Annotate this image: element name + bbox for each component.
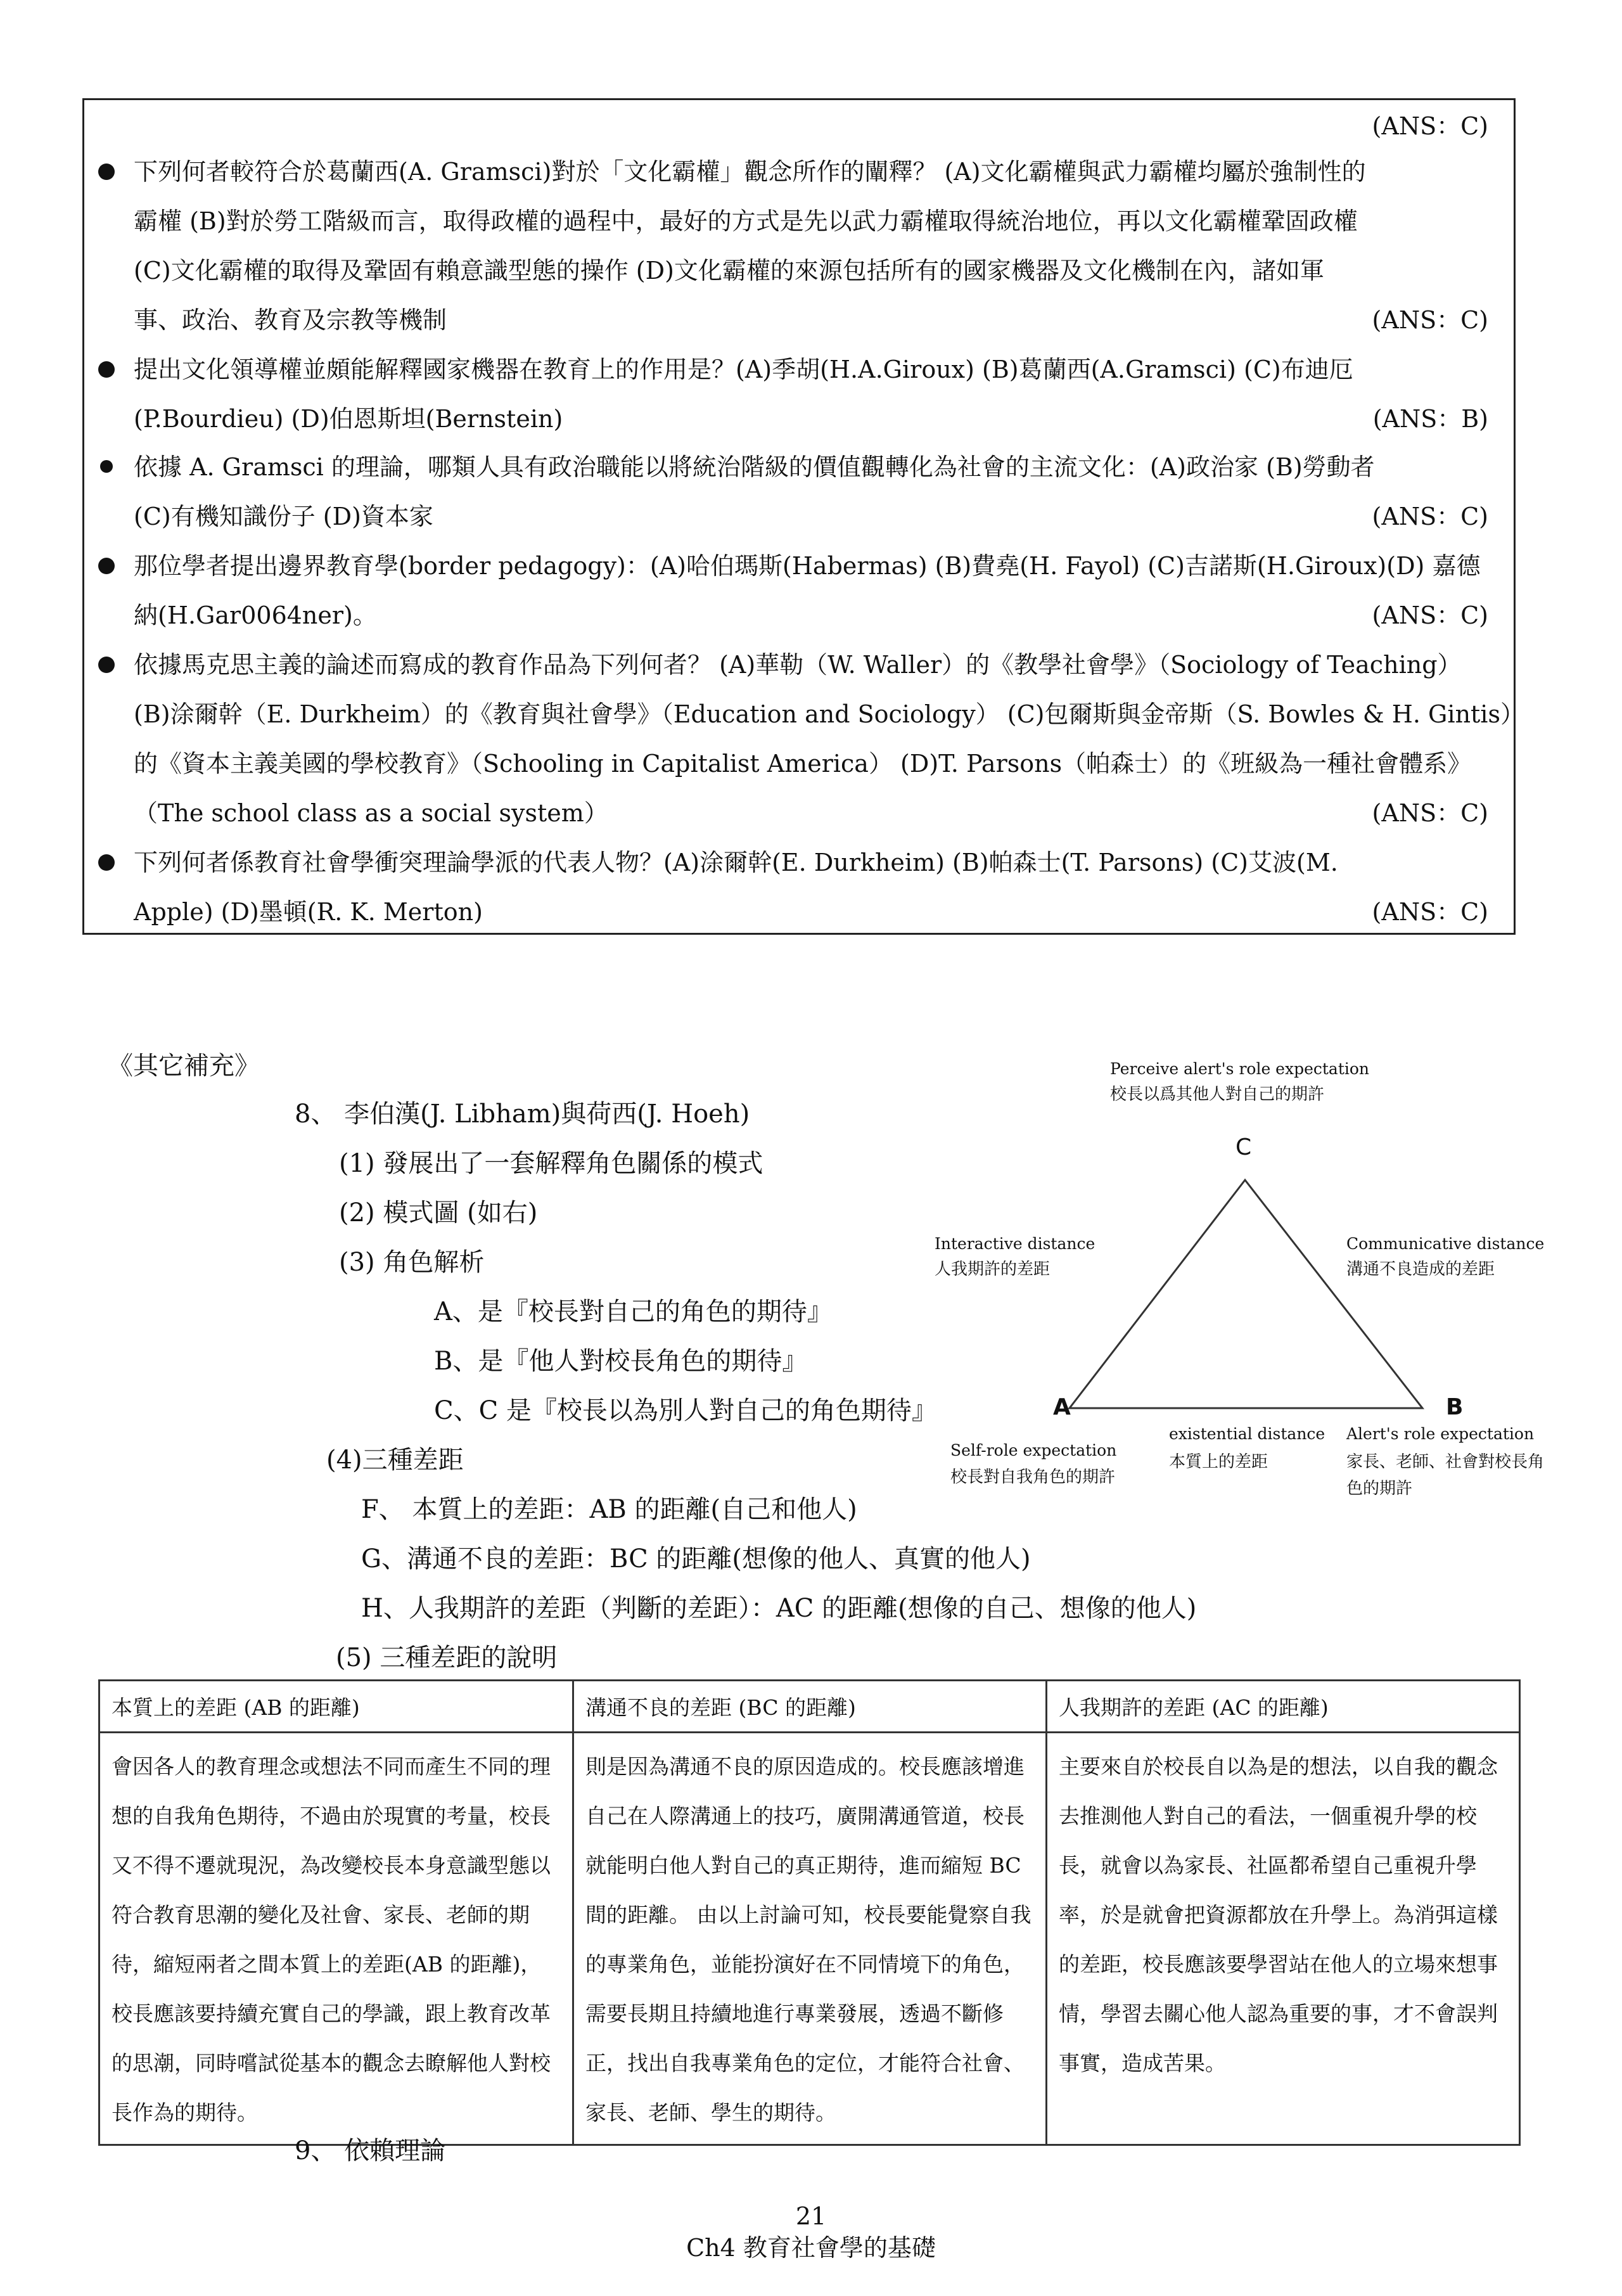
q5-line1: 依據馬克思主義的論述而寫成的教育作品為下列何者？ (A)華勒（W. Waller）的《教學社會學》（Sociology of Teaching）	[134, 651, 1462, 679]
table-header-ab: 本質上的差距 (AB 的距離)	[99, 1681, 573, 1733]
page-number: 21	[795, 2202, 827, 2230]
right-label-en: Communicative distance	[1346, 1235, 1545, 1253]
q1-answer: (ANS：C)	[1372, 306, 1488, 334]
table-cell-ab: 會因各人的教育理念或想法不同而產生不同的理想的自我角色期待，不過由於現實的考量，校長又不得不遷就現況，為改變校長本身意識型態以符合教育思潮的變化及社會、家長、老師的期待，縮短兩者之間本質上的差距(AB 的距離)，校長應該要持續充實自己的學識，跟上教育改革的思潮，同時嚐試從基本的觀念去瞭解他人對校長作為的期待。	[99, 1733, 573, 2145]
supplement-heading: 《其它補充》	[108, 1051, 260, 1081]
q4-answer: (ANS：C)	[1372, 601, 1488, 629]
bullet-icon	[98, 854, 115, 871]
item-8: 8、 李伯漢(J. Libham)與荷西(J. Hoeh)	[295, 1100, 750, 1129]
table-cell-bc: 則是因為溝通不良的原因造成的。校長應該增進自己在人際溝通上的技巧，廣開溝通管道，校長就能明白他人對自己的真正期待，進而縮短 BC 間的距離。 由以上討論可知，校長要能覺察自我的專業角色，並能扮演好在不同情境下的角色，需要長期且持續地進行專業發展，透過不斷修正，找出自我專業角色的定位，才能符合社會、家長、老師、學生的期待。	[573, 1733, 1047, 2145]
right-label-zh: 溝通不良造成的差距	[1346, 1260, 1495, 1279]
q2-line2: (P.Bourdieu) (D)伯恩斯坦(Bernstein)	[134, 405, 563, 433]
table-row	[99, 1733, 1520, 2145]
q6-line1: 下列何者係教育社會學衝突理論學派的代表人物？(A)涂爾幹(E. Durkheim) (B)帕森士(T. Parsons) (C)艾波(M.	[134, 849, 1338, 876]
vertex-b: B	[1446, 1394, 1464, 1420]
q4-line1: 那位學者提出邊界教育學(border pedagogy)：(A)哈伯瑪斯(Habermas) (B)費堯(H. Fayol) (C)吉諾斯(H.Giroux)(D) 嘉德	[134, 552, 1481, 580]
bottom-left-en: Self-role expectation	[950, 1441, 1117, 1459]
top-label-en: Perceive alert's role expectation	[1110, 1060, 1370, 1078]
q6-line2: Apple) (D)墨頓(R. K. Merton)	[134, 898, 483, 926]
q2-line1: 提出文化領導權並頗能解釋國家機器在教育上的作用是？(A)季胡(H.A.Giroux) (B)葛蘭西(A.Gramsci) (C)布迪厄	[134, 356, 1353, 383]
bottom-right-zh-2: 色的期許	[1346, 1479, 1413, 1498]
sub-3: (3) 角色解析	[339, 1248, 485, 1277]
role-a: A、是『校長對自己的角色的期待』	[434, 1297, 833, 1326]
q1-line1: 下列何者較符合於葛蘭西(A. Gramsci)對於「文化霸權」觀念所作的闡釋？ (A)文化霸權與武力霸權均屬於強制性的	[134, 158, 1366, 186]
table-header-ac: 人我期許的差距 (AC 的距離)	[1047, 1681, 1520, 1733]
role-b: B、是『他人對校長角色的期待』	[434, 1347, 808, 1376]
vertex-a: A	[1053, 1394, 1071, 1420]
q6-answer: (ANS：C)	[1372, 898, 1488, 926]
q5-answer: (ANS：C)	[1372, 799, 1488, 827]
chapter-title: Ch4 教育社會學的基礎	[686, 2234, 936, 2262]
sub-5: (5) 三種差距的說明	[336, 1643, 558, 1672]
table-header-row	[99, 1681, 1520, 1733]
q1-line2: 霸權 (B)對於勞工階級而言，取得政權的過程中，最好的方式是先以武力霸權取得統治地位，再以文化霸權鞏固政權	[134, 207, 1358, 235]
top-label-zh: 校長以爲其他人對自己的期許	[1110, 1085, 1325, 1104]
bullet-icon	[98, 361, 115, 378]
gap-explanation-table	[98, 1679, 1521, 2146]
vertex-c: C	[1236, 1134, 1252, 1160]
q3-line1: 依據 A. Gramsci 的理論，哪類人具有政治職能以將統治階級的價值觀轉化為社會的主流文化：(A)政治家 (B)勞動者	[134, 453, 1375, 481]
q5-line4: （The school class as a social system）	[134, 799, 608, 827]
q5-line2: (B)涂爾幹（E. Durkheim）的《教育與社會學》（Education and Sociology） (C)包爾斯與金帝斯（S. Bowles & H. Gintis）	[134, 700, 1524, 728]
q3-line2: (C)有機知識份子 (D)資本家	[134, 503, 433, 530]
left-label-en: Interactive distance	[935, 1235, 1095, 1253]
table-header-bc: 溝通不良的差距 (BC 的距離)	[573, 1681, 1047, 1733]
table-cell-ac: 主要來自於校長自以為是的想法，以自我的觀念去推測他人對自己的看法，一個重視升學的校長，就會以為家長、社區都希望自己重視升學率，於是就會把資源都放在升學上。為消弭這樣的差距，校長應該要學習站在他人的立場來想事情，學習去關心他人認為重要的事，才不會誤判事實，造成苦果。	[1047, 1733, 1520, 2145]
bullet-icon	[98, 657, 115, 673]
q4-line2: 納(H.Gar0064ner)。	[134, 601, 377, 629]
q1-line4: 事、政治、教育及宗教等機制	[134, 306, 447, 334]
item-9: 9、 依賴理論	[295, 2136, 446, 2165]
bullet-icon	[98, 558, 115, 574]
left-label-zh: 人我期許的差距	[935, 1260, 1050, 1279]
sub-2: (2) 模式圖 (如右)	[339, 1198, 538, 1228]
bullet-icon	[100, 460, 113, 473]
answer-prev: (ANS：C)	[1372, 112, 1488, 140]
bottom-right-en: Alert's role expectation	[1346, 1425, 1535, 1443]
role-c: C、C 是『校長以為別人對自己的角色期待』	[434, 1396, 937, 1425]
bottom-right-zh-1: 家長、老師、社會對校長角	[1346, 1453, 1545, 1472]
bottom-left-zh: 校長對自我角色的期許	[950, 1468, 1116, 1487]
gap-h: H、人我期許的差距（判斷的差距）：AC 的距離(想像的自己、想像的他人)	[361, 1594, 1197, 1623]
question-box	[82, 98, 1524, 935]
q2-answer: (ANS：B)	[1372, 405, 1488, 433]
sub-1: (1) 發展出了一套解釋角色關係的模式	[339, 1149, 763, 1178]
q3-answer: (ANS：C)	[1372, 503, 1488, 530]
bottom-mid-en: existential distance	[1169, 1425, 1325, 1443]
gap-f: F、 本質上的差距：AB 的距離(自己和他人)	[361, 1495, 857, 1524]
bottom-mid-zh: 本質上的差距	[1169, 1453, 1268, 1472]
sub-4: (4)三種差距	[326, 1446, 464, 1475]
q5-line3: 的《資本主義美國的學校教育》（Schooling in Capitalist America） (D)T. Parsons（帕森士）的《班級為一種社會體系》	[134, 750, 1472, 778]
gap-g: G、溝通不良的差距：BC 的距離(想像的他人、真實的他人)	[361, 1544, 1031, 1574]
bullet-icon	[98, 164, 115, 180]
q1-line3: (C)文化霸權的取得及鞏固有賴意識型態的操作 (D)文化霸權的來源包括所有的國家機器及文化機制在內，諸如軍	[134, 257, 1324, 285]
